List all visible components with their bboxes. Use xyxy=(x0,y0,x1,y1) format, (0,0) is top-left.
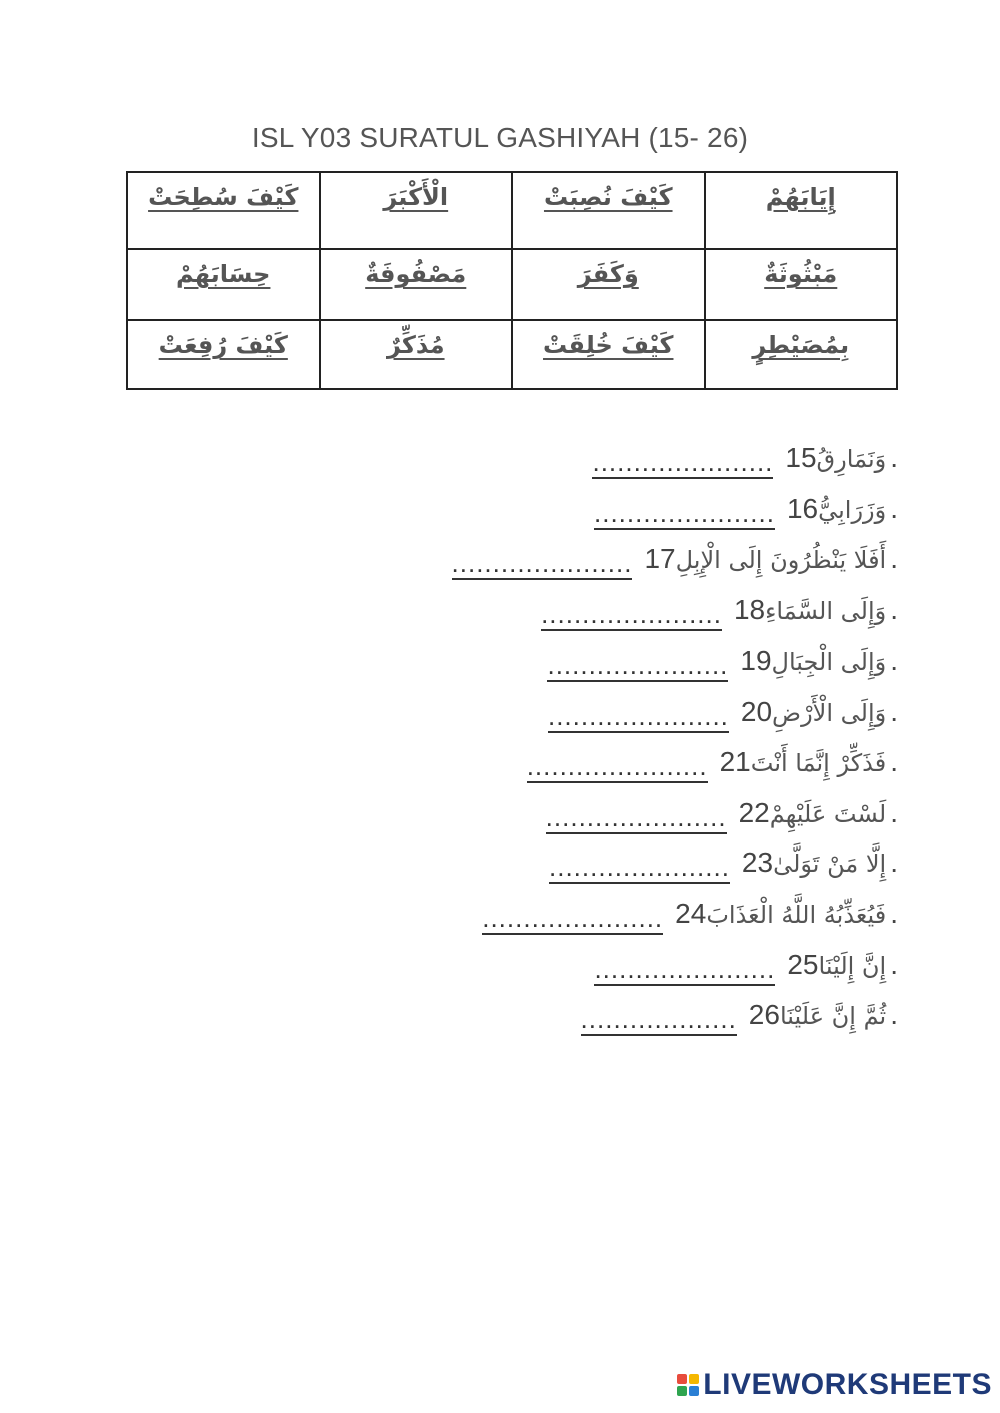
question-21 xyxy=(527,742,898,782)
word-cell: بِمُصَيْطِرٍ xyxy=(705,320,898,389)
verse-text: إِنَّ إِلَيْنَا xyxy=(818,952,887,980)
word-cell: إِيَابَهُمْ xyxy=(705,172,898,249)
logo-block xyxy=(677,1386,687,1396)
verse-text: أَفَلَا يَنْظُرُونَ إِلَى الْإِبِلِ xyxy=(675,546,887,574)
word-cell: كَيْفَ سُطِحَتْ xyxy=(127,172,320,249)
word-cell: مَصْفُوفَةٌ xyxy=(320,249,513,320)
question-number: 18. xyxy=(733,594,898,625)
logo-block xyxy=(677,1374,687,1384)
question-22 xyxy=(546,793,898,833)
answer-blank-24[interactable]: ...................... xyxy=(482,903,664,933)
liveworksheets-logo[interactable] xyxy=(677,1369,992,1401)
answer-blank-20[interactable]: ...................... xyxy=(547,701,729,731)
question-18 xyxy=(541,590,898,630)
question-number: 24. xyxy=(675,898,898,929)
question-number: 22. xyxy=(738,797,898,828)
question-number: 26. xyxy=(748,999,898,1030)
answer-blank-15[interactable]: ...................... xyxy=(592,447,774,477)
word-cell: كَيْفَ نُصِبَتْ xyxy=(512,172,705,249)
word-cell: كَيْفَ خُلِقَتْ xyxy=(512,320,705,389)
question-17 xyxy=(452,539,898,579)
answer-blank-16[interactable]: ...................... xyxy=(594,498,775,528)
word-bank-table xyxy=(126,171,898,390)
verse-text: لَسْتَ عَلَيْهِمْ xyxy=(769,800,887,828)
question-number: 25. xyxy=(787,949,898,980)
word-cell: مَبْثُوثَةٌ xyxy=(705,249,898,320)
table-row xyxy=(127,320,897,389)
logo-text: LIVEWORKSHEETS xyxy=(703,1368,992,1401)
verse-text: فَيُعَذِّبُهُ اللَّهُ الْعَذَابَ xyxy=(706,901,887,929)
verse-text: وَإِلَى الْجِبَالِ xyxy=(771,648,887,676)
question-number: 20. xyxy=(740,696,898,727)
logo-block xyxy=(689,1374,699,1384)
answer-blank-26[interactable]: ................... xyxy=(580,1004,737,1034)
worksheet-title: ISL Y03 SURATUL GASHIYAH (15- 26) xyxy=(251,122,749,153)
answer-blank-23[interactable]: ...................... xyxy=(549,852,730,882)
answer-blank-17[interactable]: ...................... xyxy=(451,548,633,578)
verse-text: وَإِلَى الْأَرْضِ xyxy=(772,699,887,727)
word-cell: كَيْفَ رُفِعَتْ xyxy=(127,320,320,389)
question-16 xyxy=(594,489,898,529)
verse-text: وَزَرَابِيُّ xyxy=(818,496,887,524)
verse-text: وَنَمَارِقُ xyxy=(816,445,887,473)
verse-text: ثُمَّ إِنَّ عَلَيْنَا xyxy=(779,1002,887,1030)
question-15 xyxy=(592,438,898,478)
answer-blank-25[interactable]: ...................... xyxy=(594,954,776,984)
question-26 xyxy=(581,995,898,1035)
question-number: 15. xyxy=(785,442,898,473)
question-number: 21. xyxy=(719,746,898,777)
question-25 xyxy=(594,945,898,985)
table-row xyxy=(127,249,897,320)
word-cell: مُذَكِّرٌ xyxy=(320,320,513,389)
verse-text: فَذَكِّرْ إِنَّمَا أَنْتَ xyxy=(750,749,887,777)
word-cell: حِسَابَهُمْ xyxy=(127,249,320,320)
answer-blank-21[interactable]: ...................... xyxy=(526,751,708,781)
word-cell: الْأَكْبَرَ xyxy=(320,172,513,249)
answer-blank-18[interactable]: ...................... xyxy=(541,599,722,629)
table-row xyxy=(127,172,897,249)
answer-blank-19[interactable]: ...................... xyxy=(547,650,729,680)
question-number: 16. xyxy=(786,493,898,524)
word-cell: وَكَفَرَ xyxy=(512,249,705,320)
question-number: 23. xyxy=(741,847,898,878)
question-number: 19. xyxy=(740,645,898,676)
question-19 xyxy=(547,641,898,681)
logo-blocks-icon xyxy=(677,1374,699,1396)
verse-text: إِلَّا مَنْ تَوَلَّىٰ xyxy=(773,850,887,878)
question-23 xyxy=(549,843,898,883)
question-20 xyxy=(548,692,898,732)
answer-blank-22[interactable]: ...................... xyxy=(545,802,727,832)
logo-block xyxy=(689,1386,699,1396)
verse-text: وَإِلَى السَّمَاءِ xyxy=(765,597,887,625)
question-24 xyxy=(482,894,898,934)
question-number: 17. xyxy=(644,543,898,574)
